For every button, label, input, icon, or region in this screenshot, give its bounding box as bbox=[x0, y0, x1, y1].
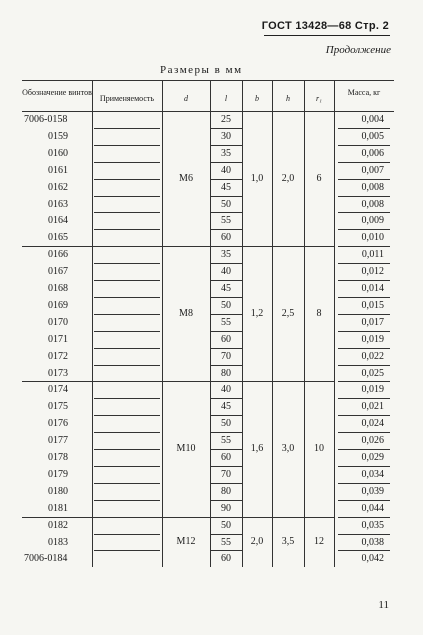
row-rule bbox=[94, 162, 160, 163]
row-rule bbox=[338, 331, 390, 332]
row-designation: 0179 bbox=[48, 468, 68, 480]
row-rule bbox=[210, 196, 242, 197]
row-rule bbox=[94, 432, 160, 433]
col-header-h: h bbox=[286, 94, 290, 103]
row-length: 60 bbox=[221, 333, 231, 345]
col-header-designation: Обозначение винтов bbox=[22, 88, 92, 97]
row-mass: 0,026 bbox=[361, 435, 384, 447]
group-rule bbox=[22, 517, 334, 518]
row-rule bbox=[338, 280, 390, 281]
row-rule bbox=[338, 466, 390, 467]
row-mass: 0,029 bbox=[361, 452, 384, 463]
header-bottom-rule bbox=[22, 111, 394, 112]
row-rule bbox=[338, 128, 390, 129]
table-top-rule bbox=[22, 80, 394, 81]
group-h: 2,0 bbox=[281, 172, 295, 184]
row-rule bbox=[338, 162, 390, 163]
row-rule bbox=[338, 179, 390, 180]
row-mass: 0,007 bbox=[361, 164, 384, 176]
row-rule bbox=[338, 432, 390, 433]
row-rule bbox=[94, 534, 160, 535]
group-b: 1,2 bbox=[250, 307, 264, 319]
row-mass: 0,010 bbox=[361, 232, 384, 244]
group-r: 12 bbox=[314, 535, 324, 547]
row-length: 50 bbox=[221, 198, 231, 210]
row-length: 60 bbox=[221, 553, 231, 565]
row-designation: 0172 bbox=[48, 350, 68, 362]
row-rule bbox=[210, 331, 242, 332]
row-rule bbox=[94, 483, 160, 484]
row-designation: 0176 bbox=[48, 418, 68, 430]
row-length: 45 bbox=[221, 181, 231, 193]
row-rule bbox=[210, 145, 242, 146]
row-rule bbox=[338, 381, 390, 382]
column-rule bbox=[304, 80, 305, 567]
row-designation: 0163 bbox=[48, 198, 68, 210]
row-length: 40 bbox=[221, 266, 231, 278]
row-length: 60 bbox=[221, 452, 231, 463]
row-rule bbox=[210, 348, 242, 349]
row-designation: 7006-0184 bbox=[24, 553, 68, 565]
row-rule bbox=[210, 314, 242, 315]
row-rule bbox=[338, 212, 390, 213]
row-designation: 0161 bbox=[48, 164, 68, 176]
row-designation: 0177 bbox=[48, 435, 68, 447]
row-mass: 0,022 bbox=[361, 350, 384, 362]
row-mass: 0,005 bbox=[361, 130, 384, 142]
col-header-b: b bbox=[255, 94, 259, 103]
row-rule bbox=[210, 449, 242, 450]
row-designation: 0174 bbox=[48, 384, 68, 396]
continued-label: Продолжение bbox=[325, 44, 391, 56]
row-rule bbox=[94, 348, 160, 349]
row-rule bbox=[94, 331, 160, 332]
row-length: 70 bbox=[221, 350, 231, 362]
row-length: 35 bbox=[221, 249, 231, 261]
column-rule bbox=[162, 80, 163, 567]
row-designation: 0166 bbox=[48, 249, 68, 261]
col-header-d: d bbox=[184, 94, 188, 103]
row-rule bbox=[94, 196, 160, 197]
row-rule bbox=[338, 348, 390, 349]
row-designation: 0171 bbox=[48, 333, 68, 345]
col-header-l: l bbox=[224, 94, 228, 103]
row-rule bbox=[210, 365, 242, 366]
row-rule bbox=[210, 398, 242, 399]
row-designation: 7006-0158 bbox=[24, 114, 68, 125]
row-designation: 0162 bbox=[48, 181, 68, 193]
group-r: 10 bbox=[314, 443, 324, 454]
row-designation: 0180 bbox=[48, 485, 68, 497]
row-designation: 0159 bbox=[48, 130, 68, 142]
group-b: 2,0 bbox=[250, 535, 264, 547]
group-r: 6 bbox=[316, 172, 322, 184]
row-length: 90 bbox=[221, 502, 231, 514]
row-rule bbox=[338, 365, 390, 366]
row-mass: 0,006 bbox=[361, 147, 384, 159]
row-mass: 0,015 bbox=[361, 299, 384, 311]
row-rule bbox=[210, 212, 242, 213]
row-mass: 0,034 bbox=[361, 468, 384, 480]
row-rule bbox=[94, 466, 160, 467]
row-rule bbox=[210, 483, 242, 484]
row-designation: 0178 bbox=[48, 452, 68, 463]
group-b: 1,0 bbox=[250, 172, 264, 184]
row-rule bbox=[210, 432, 242, 433]
row-length: 45 bbox=[221, 401, 231, 413]
row-mass: 0,025 bbox=[361, 367, 384, 379]
row-rule bbox=[94, 500, 160, 501]
row-rule bbox=[210, 415, 242, 416]
group-h: 3,0 bbox=[281, 443, 295, 454]
row-mass: 0,012 bbox=[361, 266, 384, 278]
row-designation: 0173 bbox=[48, 367, 68, 379]
row-rule bbox=[338, 145, 390, 146]
row-rule bbox=[338, 517, 390, 518]
row-length: 35 bbox=[221, 147, 231, 159]
row-rule bbox=[210, 263, 242, 264]
row-length: 45 bbox=[221, 283, 231, 294]
row-rule bbox=[210, 297, 242, 298]
row-rule bbox=[338, 398, 390, 399]
row-rule bbox=[210, 229, 242, 230]
row-rule bbox=[210, 162, 242, 163]
row-length: 50 bbox=[221, 418, 231, 430]
row-rule bbox=[338, 229, 390, 230]
row-mass: 0,019 bbox=[361, 333, 384, 345]
group-d: М12 bbox=[176, 535, 196, 547]
row-rule bbox=[94, 415, 160, 416]
row-mass: 0,011 bbox=[361, 249, 384, 261]
row-mass: 0,004 bbox=[361, 114, 384, 125]
row-length: 60 bbox=[221, 232, 231, 244]
row-designation: 0167 bbox=[48, 266, 68, 278]
row-rule bbox=[338, 263, 390, 264]
row-rule bbox=[94, 128, 160, 129]
row-length: 55 bbox=[221, 215, 231, 227]
row-mass: 0,042 bbox=[361, 553, 384, 565]
group-rule bbox=[22, 381, 334, 382]
col-header-r: r₁ bbox=[316, 94, 322, 103]
row-mass: 0,044 bbox=[361, 502, 384, 514]
row-mass: 0,008 bbox=[361, 198, 384, 210]
row-rule bbox=[338, 500, 390, 501]
row-mass: 0,021 bbox=[361, 401, 384, 413]
row-rule bbox=[210, 128, 242, 129]
group-d: М8 bbox=[179, 307, 193, 319]
row-rule bbox=[94, 314, 160, 315]
row-rule bbox=[210, 550, 242, 551]
row-mass: 0,008 bbox=[361, 181, 384, 193]
row-length: 70 bbox=[221, 468, 231, 480]
row-length: 55 bbox=[221, 536, 231, 548]
column-rule bbox=[334, 80, 335, 567]
row-rule bbox=[210, 500, 242, 501]
row-rule bbox=[94, 263, 160, 264]
page-number: 11 bbox=[378, 599, 389, 611]
row-designation: 0182 bbox=[48, 519, 68, 531]
row-designation: 0181 bbox=[48, 502, 68, 514]
row-rule bbox=[94, 229, 160, 230]
row-designation: 0164 bbox=[48, 215, 68, 227]
standard-header: ГОСТ 13428—68 Стр. 2 bbox=[261, 20, 389, 32]
row-mass: 0,039 bbox=[361, 485, 384, 497]
row-rule bbox=[338, 314, 390, 315]
row-designation: 0183 bbox=[48, 536, 68, 548]
row-rule bbox=[338, 483, 390, 484]
header-rule bbox=[264, 35, 390, 36]
col-header-mass: Масса, кг bbox=[347, 88, 381, 97]
row-length: 55 bbox=[221, 435, 231, 447]
row-length: 50 bbox=[221, 299, 231, 311]
row-length: 25 bbox=[221, 114, 231, 125]
group-b: 1,6 bbox=[250, 443, 264, 454]
group-r: 8 bbox=[316, 307, 322, 319]
row-rule bbox=[94, 398, 160, 399]
row-designation: 0169 bbox=[48, 299, 68, 311]
row-rule bbox=[210, 280, 242, 281]
column-rule bbox=[92, 80, 93, 567]
row-rule bbox=[94, 145, 160, 146]
row-rule bbox=[338, 449, 390, 450]
row-length: 40 bbox=[221, 164, 231, 176]
row-rule bbox=[94, 297, 160, 298]
row-designation: 0160 bbox=[48, 147, 68, 159]
row-rule bbox=[210, 534, 242, 535]
group-d: М6 bbox=[179, 172, 193, 184]
sizes-title: Размеры в мм bbox=[160, 64, 243, 76]
row-rule bbox=[94, 365, 160, 366]
row-mass: 0,014 bbox=[361, 283, 384, 294]
row-rule bbox=[338, 415, 390, 416]
row-designation: 0168 bbox=[48, 283, 68, 294]
row-length: 50 bbox=[221, 519, 231, 531]
row-length: 55 bbox=[221, 316, 231, 328]
row-mass: 0,035 bbox=[361, 519, 384, 531]
group-rule bbox=[22, 246, 334, 247]
column-rule bbox=[242, 80, 243, 567]
row-rule bbox=[338, 534, 390, 535]
row-designation: 0170 bbox=[48, 316, 68, 328]
dimensions-table bbox=[22, 80, 394, 581]
group-h: 3,5 bbox=[281, 535, 295, 547]
row-mass: 0,024 bbox=[361, 418, 384, 430]
row-rule bbox=[210, 466, 242, 467]
row-length: 30 bbox=[221, 130, 231, 142]
row-rule bbox=[94, 179, 160, 180]
row-rule bbox=[338, 550, 390, 551]
row-designation: 0165 bbox=[48, 232, 68, 244]
row-rule bbox=[94, 212, 160, 213]
row-length: 80 bbox=[221, 367, 231, 379]
column-rule bbox=[272, 80, 273, 567]
group-h: 2,5 bbox=[281, 307, 295, 319]
row-rule bbox=[338, 246, 390, 247]
row-mass: 0,017 bbox=[361, 316, 384, 328]
row-mass: 0,038 bbox=[361, 536, 384, 548]
col-header-applicability: Применяемость bbox=[99, 94, 155, 103]
row-length: 40 bbox=[221, 384, 231, 396]
group-d: М10 bbox=[176, 443, 196, 454]
row-rule bbox=[94, 550, 160, 551]
row-rule bbox=[338, 297, 390, 298]
row-rule bbox=[94, 449, 160, 450]
row-designation: 0175 bbox=[48, 401, 68, 413]
row-rule bbox=[210, 179, 242, 180]
row-mass: 0,009 bbox=[361, 215, 384, 227]
row-mass: 0,019 bbox=[361, 384, 384, 396]
row-rule bbox=[94, 280, 160, 281]
row-rule bbox=[338, 196, 390, 197]
row-length: 80 bbox=[221, 485, 231, 497]
